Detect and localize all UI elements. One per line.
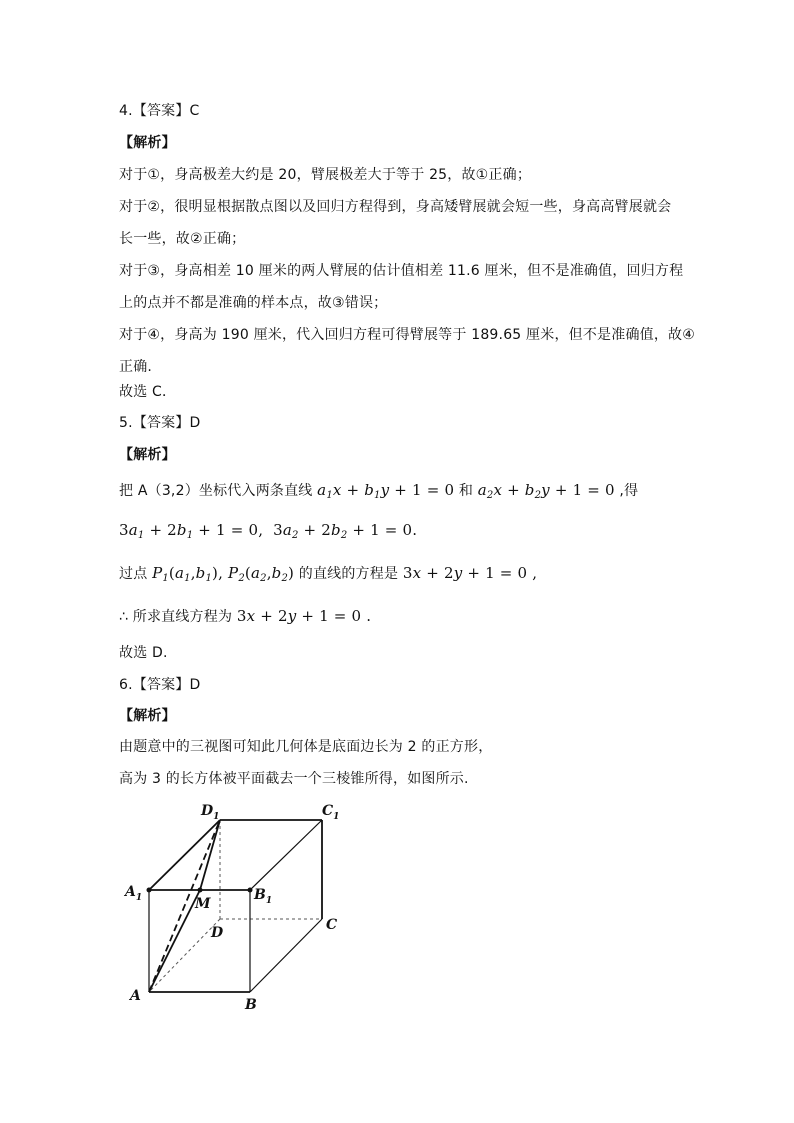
- q4-line-8: 故选 C．: [119, 384, 177, 400]
- label-m: M: [195, 896, 211, 912]
- label-c: C: [326, 917, 338, 933]
- q5-line-4: [119, 606, 371, 627]
- point-a1: [147, 888, 152, 893]
- q5-line-1-end: ,得: [619, 483, 639, 499]
- q4-line-1: 对于①，身高极差大约是 20，臂展极差大于等于 25，故①正确；: [119, 167, 532, 183]
- point-m: [198, 888, 203, 893]
- line2-equation: $a_2x + b_2y + 1 = 0$: [477, 481, 615, 501]
- q5-answer-header: 5.【答案】D: [119, 415, 201, 431]
- label-b: B: [245, 997, 257, 1013]
- line-equation-result: 3x + 2y + 1 = 0 ,: [402, 564, 538, 582]
- q6-analysis-label: 【解析】: [119, 708, 176, 724]
- q4-analysis-label: 【解析】: [119, 135, 176, 151]
- q4-line-6: 对于④，身高为 190 厘米，代入回归方程可得臂展等于 189.65 厘米，但不是准确值，故④: [119, 327, 696, 343]
- label-c1: $C_1$: [322, 803, 340, 822]
- q4-line-7: 正确.: [119, 359, 153, 375]
- q4-line-4: 对于③，身高相差 10 厘米的两人臂展的估计值相差 11.6 厘米，但不是准确值，回归方程: [119, 263, 684, 279]
- edge-d-a: [149, 919, 220, 992]
- q6-line-2: 高为 3 的长方体被平面截去一个三棱锥所得，如图所示.: [119, 771, 469, 787]
- q5-line-1: [119, 480, 638, 501]
- q5-line-3-mid: 的直线的方程是: [298, 566, 399, 582]
- q5-line-1-and: 和: [458, 483, 474, 499]
- point-b1: [248, 888, 253, 893]
- final-line-equation: 3x + 2y + 1 = 0 .: [236, 607, 372, 625]
- q5-line-3: [119, 563, 537, 584]
- q5-line-1-text: 把 A（3,2）坐标代入两条直线: [119, 483, 313, 499]
- q5-line-5: 故选 D.: [119, 645, 168, 661]
- q4-line-5: 上的点并不都是准确的样本点，故③错误；: [119, 295, 388, 311]
- label-d1: $D_1$: [201, 803, 220, 822]
- q4-answer-header: 4.【答案】C: [119, 103, 200, 119]
- q5-line-3-text: 过点: [119, 566, 148, 582]
- cuboid-figure: [119, 795, 359, 1020]
- q5-analysis-label: 【解析】: [119, 447, 176, 463]
- q6-answer-header: 6.【答案】D: [119, 677, 201, 693]
- label-a: A: [130, 988, 141, 1004]
- q5-line-2: [119, 520, 417, 541]
- edge-b-c: [250, 919, 322, 992]
- line1-equation: $a_1x + b_1y + 1 = 0$: [317, 481, 455, 501]
- label-a1: $A_1$: [125, 884, 143, 903]
- edge-a-m: [149, 890, 200, 992]
- label-b1: $B_1$: [254, 887, 273, 906]
- edge-b1-c1: [250, 820, 322, 890]
- q6-line-1: 由题意中的三视图可知此几何体是底面边长为 2 的正方形，: [119, 739, 493, 755]
- label-d: D: [211, 925, 224, 941]
- points-p1-p2: $P_1(a_1,b_1)$, $P_2(a_2,b_2)$: [152, 564, 295, 584]
- q4-line-2: 对于②，很明显根据散点图以及回归方程得到，身高矮臂展就会短一些，身高高臂展就会: [119, 199, 672, 215]
- q4-line-3: 长一些，故②正确；: [119, 231, 246, 247]
- substituted-equations: $3a_1 + 2b_1 + 1 = 0$, $3a_2 + 2b_2 + 1 = 0$.: [119, 521, 418, 541]
- q5-line-4-text: ∴ 所求直线方程为: [119, 609, 233, 625]
